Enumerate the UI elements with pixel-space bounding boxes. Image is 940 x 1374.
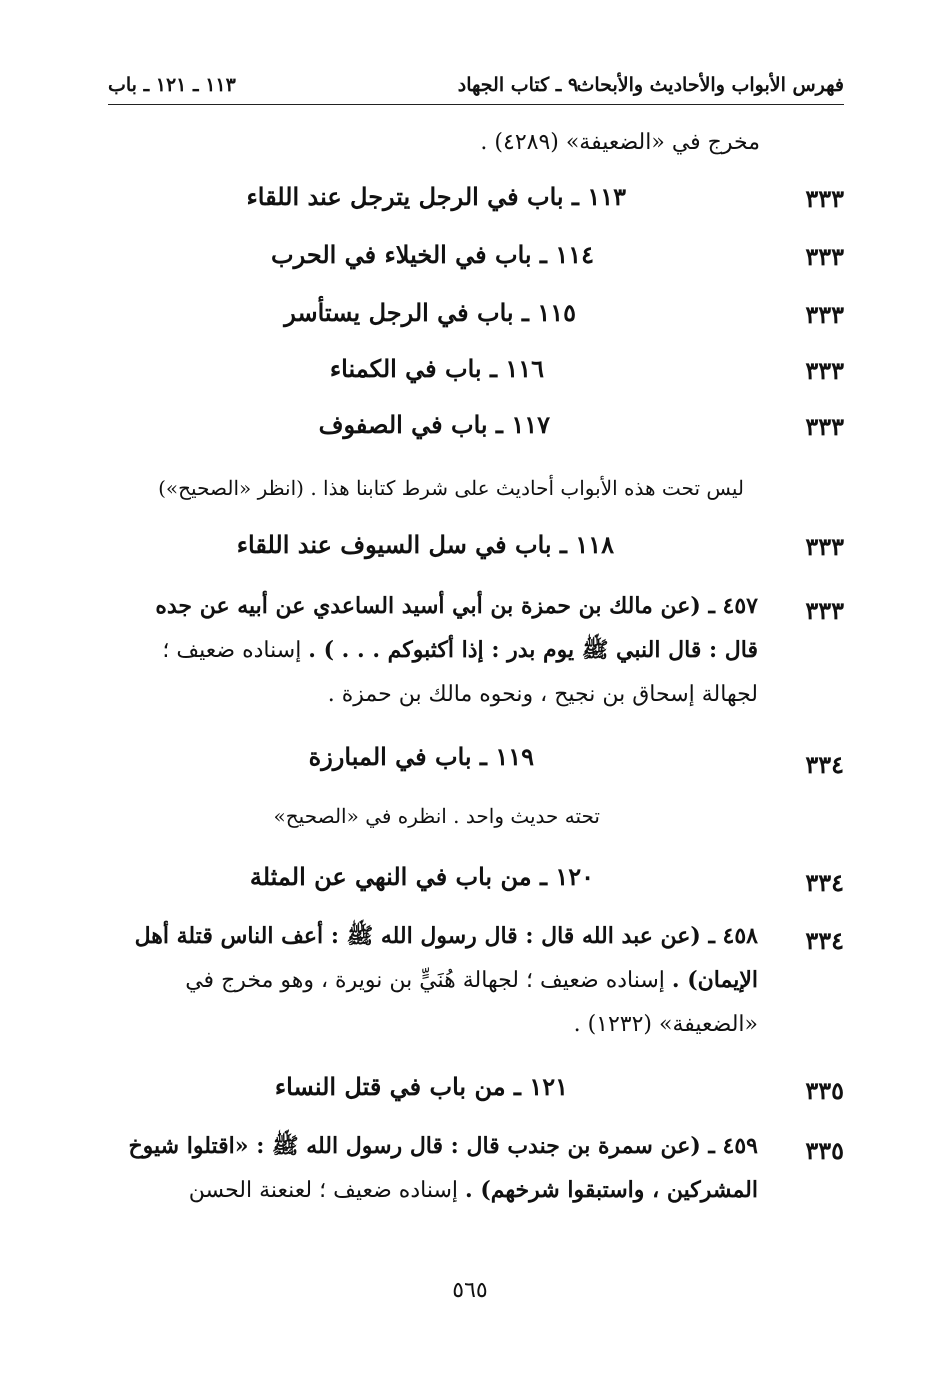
header-range: ١١٣ ـ ١٢١ ـ باب bbox=[108, 74, 236, 96]
entry-page-number: ٣٣٣ bbox=[805, 300, 844, 329]
header-index-title: فهرس الأبواب والأحاديث والأبحاث bbox=[576, 74, 844, 96]
hadith-457 bbox=[108, 584, 758, 717]
entry-page-number: ٣٣٣ bbox=[805, 242, 844, 271]
entry-page-number: ٣٣٣ bbox=[805, 356, 844, 385]
entry-title: ١١٣ ـ باب في الرجل يترجل عند اللقاء bbox=[246, 182, 626, 211]
hadith-grading: إسناده ضعيف ؛ bbox=[162, 638, 309, 663]
entry-page-number: ٣٣٣ bbox=[805, 412, 844, 441]
intro-line: مخرج في «الضعيفة» (٤٢٨٩) . bbox=[480, 130, 760, 155]
hadith-grading: إسناده ضعيف ؛ لعنعنة الحسن bbox=[188, 1178, 466, 1203]
hadith-line bbox=[108, 628, 758, 673]
entry-title: ١١٤ ـ باب في الخيلاء في الحرب bbox=[270, 240, 594, 269]
hadith-text: الإيمان) . bbox=[671, 967, 758, 993]
entry-title: ١٢٠ ـ من باب في النهي عن المثلة bbox=[249, 862, 594, 891]
entry-title: ١١٥ ـ باب في الرجل يستأسر bbox=[284, 298, 576, 327]
hadith-line bbox=[108, 1168, 758, 1213]
hadith-line: ٤٥٩ ـ (عن سمرة بن جندب قال : قال رسول الله ﷺ : «اقتلوا شيوخ bbox=[128, 1133, 758, 1159]
note-no-hadith: ليس تحت هذه الأبواب أحاديث على شرط كتابنا هذا . (انظر «الصحيح») bbox=[158, 476, 744, 500]
hadith-page-number: ٣٣٣ bbox=[805, 596, 844, 625]
header-rule bbox=[108, 104, 844, 105]
running-header bbox=[108, 70, 844, 104]
entry-title: ١١٦ ـ باب في الكمناء bbox=[329, 354, 544, 383]
entry-title: ١٢١ ـ من باب في قتل النساء bbox=[274, 1072, 568, 1101]
entry-page-number: ٣٣٥ bbox=[805, 1076, 844, 1105]
hadith-line: «الضعيفة» (١٢٣٢) . bbox=[573, 1012, 758, 1037]
entry-page-number: ٣٣٤ bbox=[805, 868, 844, 897]
hadith-text: المشركين ، واستبقوا شرخهم) . bbox=[465, 1177, 758, 1203]
note-one-hadith: تحته حديث واحد . انظره في «الصحيح» bbox=[273, 804, 600, 828]
entry-title: ١١٨ ـ باب في سل السيوف عند اللقاء bbox=[236, 530, 614, 559]
entry-page-number: ٣٣٤ bbox=[805, 750, 844, 779]
hadith-grading: إسناده ضعيف ؛ لجهالة هُنَيٍّ بن نويرة ، وهو مخرج في bbox=[185, 968, 672, 993]
hadith-458 bbox=[108, 914, 758, 1047]
hadith-page-number: ٣٣٥ bbox=[805, 1136, 844, 1165]
entry-title: ١١٩ ـ باب في المبارزة bbox=[308, 742, 534, 771]
entry-page-number: ٣٣٣ bbox=[805, 184, 844, 213]
hadith-459 bbox=[108, 1124, 758, 1213]
hadith-line: ٤٥٧ ـ (عن مالك بن حمزة بن أبي أسيد الساعدي عن أبيه عن جده bbox=[155, 593, 758, 619]
hadith-text: قال : قال النبي ﷺ يوم بدر : إذا أكثبوكم . . . ) . bbox=[308, 637, 758, 663]
hadith-line: لجهالة إسحاق بن نجيح ، ونحوه مالك بن حمزة . bbox=[327, 682, 758, 707]
hadith-page-number: ٣٣٤ bbox=[805, 926, 844, 955]
page-number: ٥٦٥ bbox=[452, 1278, 488, 1303]
hadith-line: ٤٥٨ ـ (عن عبد الله قال : قال رسول الله ﷺ : أعف الناس قتلة أهل bbox=[134, 923, 758, 949]
header-chapter: ٩ ـ كتاب الجهاد bbox=[457, 74, 579, 96]
entry-page-number: ٣٣٣ bbox=[805, 532, 844, 561]
entry-title: ١١٧ ـ باب في الصفوف bbox=[318, 410, 550, 439]
hadith-line bbox=[108, 958, 758, 1003]
